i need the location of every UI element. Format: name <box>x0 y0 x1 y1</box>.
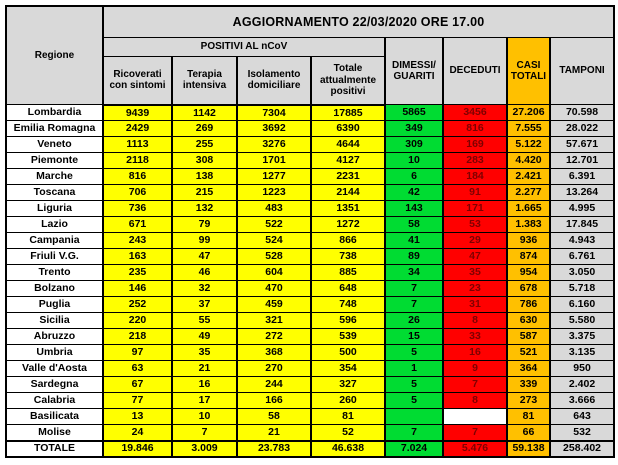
cell-casi-totali: 7.555 <box>507 121 550 137</box>
cell-ricoverati-con-sintomi: 77 <box>103 393 172 409</box>
cell-deceduti: 9 <box>443 361 507 377</box>
region-name: Piemonte <box>6 153 103 169</box>
cell-ricoverati-con-sintomi: 24 <box>103 425 172 441</box>
cell-tamponi: 6.160 <box>550 297 614 313</box>
table-row <box>6 265 614 281</box>
cell-isolamento-domiciliare: 23.783 <box>237 441 311 457</box>
cell-terapia-intensiva: 132 <box>172 201 237 217</box>
cell-deceduti: 7 <box>443 425 507 441</box>
cell-casi-totali: 81 <box>507 409 550 425</box>
cell-terapia-intensiva: 1142 <box>172 105 237 121</box>
cell-terapia-intensiva: 269 <box>172 121 237 137</box>
table-row <box>6 137 614 153</box>
cell-casi-totali: 874 <box>507 249 550 265</box>
cell-dimessi-guariti: 15 <box>385 329 443 345</box>
cell-deceduti: 169 <box>443 137 507 153</box>
table-body <box>6 105 614 457</box>
table-row <box>6 297 614 313</box>
cell-deceduti: 8 <box>443 393 507 409</box>
cell-casi-totali: 521 <box>507 345 550 361</box>
table-row <box>6 169 614 185</box>
table-row <box>6 153 614 169</box>
cell-dimessi-guariti: 7.024 <box>385 441 443 457</box>
cell-casi-totali: 1.383 <box>507 217 550 233</box>
table-row <box>6 409 614 425</box>
cell-deceduti <box>443 409 507 425</box>
table-row <box>6 361 614 377</box>
cell-ricoverati-con-sintomi: 235 <box>103 265 172 281</box>
cell-isolamento-domiciliare: 7304 <box>237 105 311 121</box>
table-row <box>6 233 614 249</box>
cell-terapia-intensiva: 16 <box>172 377 237 393</box>
cell-deceduti: 23 <box>443 281 507 297</box>
cell-deceduti: 33 <box>443 329 507 345</box>
region-name: Molise <box>6 425 103 441</box>
cell-dimessi-guariti: 7 <box>385 425 443 441</box>
table-row <box>6 185 614 201</box>
cell-isolamento-domiciliare: 3692 <box>237 121 311 137</box>
cell-terapia-intensiva: 17 <box>172 393 237 409</box>
cell-ricoverati-con-sintomi: 706 <box>103 185 172 201</box>
cell-isolamento-domiciliare: 604 <box>237 265 311 281</box>
cell-tamponi: 950 <box>550 361 614 377</box>
cell-ricoverati-con-sintomi: 2429 <box>103 121 172 137</box>
cell-terapia-intensiva: 7 <box>172 425 237 441</box>
terapia-intensiva-header: Terapia intensiva <box>172 57 237 105</box>
cell-ricoverati-con-sintomi: 1113 <box>103 137 172 153</box>
region-name: Veneto <box>6 137 103 153</box>
cell-casi-totali: 678 <box>507 281 550 297</box>
cell-casi-totali: 936 <box>507 233 550 249</box>
cell-ricoverati-con-sintomi: 816 <box>103 169 172 185</box>
cell-isolamento-domiciliare: 522 <box>237 217 311 233</box>
cell-deceduti: 184 <box>443 169 507 185</box>
cell-tamponi: 13.264 <box>550 185 614 201</box>
cell-casi-totali: 5.122 <box>507 137 550 153</box>
cell-totale-attualmente-positivi: 1272 <box>311 217 385 233</box>
table-row <box>6 345 614 361</box>
cell-deceduti: 47 <box>443 249 507 265</box>
cell-tamponi: 5.718 <box>550 281 614 297</box>
isolamento-header: Isolamento domiciliare <box>237 57 311 105</box>
cell-ricoverati-con-sintomi: 146 <box>103 281 172 297</box>
cell-totale-attualmente-positivi: 46.638 <box>311 441 385 457</box>
table-header <box>6 6 614 105</box>
cell-deceduti: 35 <box>443 265 507 281</box>
cell-deceduti: 29 <box>443 233 507 249</box>
cell-isolamento-domiciliare: 21 <box>237 425 311 441</box>
cell-isolamento-domiciliare: 1223 <box>237 185 311 201</box>
cell-totale-attualmente-positivi: 4644 <box>311 137 385 153</box>
cell-tamponi: 3.050 <box>550 265 614 281</box>
cell-totale-attualmente-positivi: 885 <box>311 265 385 281</box>
cell-dimessi-guariti: 26 <box>385 313 443 329</box>
cell-tamponi: 2.402 <box>550 377 614 393</box>
cell-isolamento-domiciliare: 528 <box>237 249 311 265</box>
cell-ricoverati-con-sintomi: 2118 <box>103 153 172 169</box>
cell-casi-totali: 66 <box>507 425 550 441</box>
region-name: Sardegna <box>6 377 103 393</box>
table-row <box>6 217 614 233</box>
cell-tamponi: 3.375 <box>550 329 614 345</box>
cell-isolamento-domiciliare: 244 <box>237 377 311 393</box>
region-name: Abruzzo <box>6 329 103 345</box>
cell-terapia-intensiva: 55 <box>172 313 237 329</box>
cell-tamponi: 5.580 <box>550 313 614 329</box>
table-row <box>6 313 614 329</box>
cell-dimessi-guariti: 42 <box>385 185 443 201</box>
cell-totale-attualmente-positivi: 539 <box>311 329 385 345</box>
cell-dimessi-guariti: 34 <box>385 265 443 281</box>
cell-totale-attualmente-positivi: 4127 <box>311 153 385 169</box>
cell-totale-attualmente-positivi: 1351 <box>311 201 385 217</box>
cell-deceduti: 16 <box>443 345 507 361</box>
cell-tamponi: 4.943 <box>550 233 614 249</box>
cell-isolamento-domiciliare: 483 <box>237 201 311 217</box>
cell-terapia-intensiva: 215 <box>172 185 237 201</box>
region-name: Emilia Romagna <box>6 121 103 137</box>
cell-tamponi: 258.402 <box>550 441 614 457</box>
cell-totale-attualmente-positivi: 738 <box>311 249 385 265</box>
cell-isolamento-domiciliare: 321 <box>237 313 311 329</box>
cell-dimessi-guariti: 309 <box>385 137 443 153</box>
region-name: Friuli V.G. <box>6 249 103 265</box>
cell-isolamento-domiciliare: 3276 <box>237 137 311 153</box>
cell-terapia-intensiva: 99 <box>172 233 237 249</box>
region-name: Puglia <box>6 297 103 313</box>
cell-deceduti: 5.476 <box>443 441 507 457</box>
cell-tamponi: 6.391 <box>550 169 614 185</box>
cell-totale-attualmente-positivi: 648 <box>311 281 385 297</box>
cell-isolamento-domiciliare: 272 <box>237 329 311 345</box>
region-column-header: Regione <box>6 6 103 105</box>
tamponi-header: TAMPONI <box>550 38 614 105</box>
cell-totale-attualmente-positivi: 260 <box>311 393 385 409</box>
cell-deceduti: 283 <box>443 153 507 169</box>
cell-totale-attualmente-positivi: 500 <box>311 345 385 361</box>
cell-dimessi-guariti: 143 <box>385 201 443 217</box>
cell-dimessi-guariti: 5865 <box>385 105 443 121</box>
cell-isolamento-domiciliare: 470 <box>237 281 311 297</box>
table-row <box>6 329 614 345</box>
cell-totale-attualmente-positivi: 748 <box>311 297 385 313</box>
region-name: Lombardia <box>6 105 103 121</box>
cell-isolamento-domiciliare: 459 <box>237 297 311 313</box>
cell-tamponi: 643 <box>550 409 614 425</box>
cell-terapia-intensiva: 308 <box>172 153 237 169</box>
table-row <box>6 393 614 409</box>
cell-totale-attualmente-positivi: 6390 <box>311 121 385 137</box>
totale-positivi-header: Totale attualmente positivi <box>311 57 385 105</box>
region-name: Lazio <box>6 217 103 233</box>
cell-deceduti: 3456 <box>443 105 507 121</box>
region-name: Sicilia <box>6 313 103 329</box>
table-row <box>6 121 614 137</box>
cell-dimessi-guariti: 7 <box>385 281 443 297</box>
cell-ricoverati-con-sintomi: 97 <box>103 345 172 361</box>
cell-terapia-intensiva: 79 <box>172 217 237 233</box>
cell-totale-attualmente-positivi: 17885 <box>311 105 385 121</box>
cell-dimessi-guariti: 10 <box>385 153 443 169</box>
region-name: Bolzano <box>6 281 103 297</box>
region-name: Campania <box>6 233 103 249</box>
cell-casi-totali: 587 <box>507 329 550 345</box>
cell-casi-totali: 2.421 <box>507 169 550 185</box>
positives-group-header: POSITIVI AL nCoV <box>103 38 385 57</box>
cell-dimessi-guariti: 5 <box>385 393 443 409</box>
cell-deceduti: 816 <box>443 121 507 137</box>
cell-ricoverati-con-sintomi: 9439 <box>103 105 172 121</box>
cell-totale-attualmente-positivi: 354 <box>311 361 385 377</box>
cell-ricoverati-con-sintomi: 220 <box>103 313 172 329</box>
cell-tamponi: 12.701 <box>550 153 614 169</box>
cell-dimessi-guariti: 41 <box>385 233 443 249</box>
region-name: Umbria <box>6 345 103 361</box>
title-row <box>6 6 614 38</box>
cell-totale-attualmente-positivi: 2231 <box>311 169 385 185</box>
cell-casi-totali: 786 <box>507 297 550 313</box>
casi-totali-header: CASI TOTALI <box>507 38 550 105</box>
cell-tamponi: 3.666 <box>550 393 614 409</box>
cell-ricoverati-con-sintomi: 19.846 <box>103 441 172 457</box>
region-name: Marche <box>6 169 103 185</box>
region-name: Calabria <box>6 393 103 409</box>
covid-region-table <box>5 5 615 458</box>
cell-casi-totali: 339 <box>507 377 550 393</box>
cell-tamponi: 57.671 <box>550 137 614 153</box>
total-row <box>6 441 614 457</box>
table-row <box>6 425 614 441</box>
region-name: Valle d'Aosta <box>6 361 103 377</box>
cell-ricoverati-con-sintomi: 67 <box>103 377 172 393</box>
cell-ricoverati-con-sintomi: 671 <box>103 217 172 233</box>
cell-terapia-intensiva: 138 <box>172 169 237 185</box>
table-row <box>6 201 614 217</box>
cell-dimessi-guariti: 6 <box>385 169 443 185</box>
deceduti-header: DECEDUTI <box>443 38 507 105</box>
cell-totale-attualmente-positivi: 81 <box>311 409 385 425</box>
cell-isolamento-domiciliare: 58 <box>237 409 311 425</box>
total-label: TOTALE <box>6 441 103 457</box>
cell-totale-attualmente-positivi: 52 <box>311 425 385 441</box>
cell-dimessi-guariti: 89 <box>385 249 443 265</box>
table-title: AGGIORNAMENTO 22/03/2020 ORE 17.00 <box>103 6 614 38</box>
cell-tamponi: 28.022 <box>550 121 614 137</box>
cell-dimessi-guariti: 5 <box>385 377 443 393</box>
cell-isolamento-domiciliare: 270 <box>237 361 311 377</box>
cell-ricoverati-con-sintomi: 63 <box>103 361 172 377</box>
cell-casi-totali: 4.420 <box>507 153 550 169</box>
cell-terapia-intensiva: 21 <box>172 361 237 377</box>
cell-tamponi: 6.761 <box>550 249 614 265</box>
cell-deceduti: 91 <box>443 185 507 201</box>
cell-totale-attualmente-positivi: 2144 <box>311 185 385 201</box>
cell-isolamento-domiciliare: 524 <box>237 233 311 249</box>
region-name: Basilicata <box>6 409 103 425</box>
cell-terapia-intensiva: 255 <box>172 137 237 153</box>
cell-tamponi: 4.995 <box>550 201 614 217</box>
table-row <box>6 105 614 121</box>
cell-tamponi: 17.845 <box>550 217 614 233</box>
cell-isolamento-domiciliare: 1277 <box>237 169 311 185</box>
region-name: Trento <box>6 265 103 281</box>
cell-totale-attualmente-positivi: 596 <box>311 313 385 329</box>
cell-dimessi-guariti: 1 <box>385 361 443 377</box>
table-row <box>6 377 614 393</box>
cell-terapia-intensiva: 47 <box>172 249 237 265</box>
cell-ricoverati-con-sintomi: 218 <box>103 329 172 345</box>
cell-isolamento-domiciliare: 368 <box>237 345 311 361</box>
cell-totale-attualmente-positivi: 866 <box>311 233 385 249</box>
cell-casi-totali: 27.206 <box>507 105 550 121</box>
cell-casi-totali: 2.277 <box>507 185 550 201</box>
dimessi-guariti-header: DIMESSI/ GUARITI <box>385 38 443 105</box>
cell-tamponi: 3.135 <box>550 345 614 361</box>
cell-ricoverati-con-sintomi: 736 <box>103 201 172 217</box>
cell-terapia-intensiva: 35 <box>172 345 237 361</box>
cell-dimessi-guariti: 58 <box>385 217 443 233</box>
cell-terapia-intensiva: 32 <box>172 281 237 297</box>
cell-terapia-intensiva: 46 <box>172 265 237 281</box>
cell-casi-totali: 954 <box>507 265 550 281</box>
cell-deceduti: 8 <box>443 313 507 329</box>
cell-casi-totali: 1.665 <box>507 201 550 217</box>
cell-casi-totali: 630 <box>507 313 550 329</box>
cell-terapia-intensiva: 3.009 <box>172 441 237 457</box>
cell-casi-totali: 273 <box>507 393 550 409</box>
region-name: Toscana <box>6 185 103 201</box>
cell-deceduti: 31 <box>443 297 507 313</box>
cell-deceduti: 171 <box>443 201 507 217</box>
cell-terapia-intensiva: 49 <box>172 329 237 345</box>
cell-totale-attualmente-positivi: 327 <box>311 377 385 393</box>
cell-tamponi: 70.598 <box>550 105 614 121</box>
cell-dimessi-guariti: 5 <box>385 345 443 361</box>
region-name: Liguria <box>6 201 103 217</box>
cell-dimessi-guariti <box>385 409 443 425</box>
cell-dimessi-guariti: 349 <box>385 121 443 137</box>
table-row <box>6 281 614 297</box>
table-row <box>6 249 614 265</box>
ricoverati-header: Ricoverati con sintomi <box>103 57 172 105</box>
cell-isolamento-domiciliare: 1701 <box>237 153 311 169</box>
cell-dimessi-guariti: 7 <box>385 297 443 313</box>
cell-ricoverati-con-sintomi: 243 <box>103 233 172 249</box>
cell-deceduti: 7 <box>443 377 507 393</box>
cell-ricoverati-con-sintomi: 252 <box>103 297 172 313</box>
cell-ricoverati-con-sintomi: 13 <box>103 409 172 425</box>
cell-tamponi: 532 <box>550 425 614 441</box>
cell-terapia-intensiva: 10 <box>172 409 237 425</box>
cell-ricoverati-con-sintomi: 163 <box>103 249 172 265</box>
cell-casi-totali: 364 <box>507 361 550 377</box>
cell-isolamento-domiciliare: 166 <box>237 393 311 409</box>
cell-terapia-intensiva: 37 <box>172 297 237 313</box>
cell-deceduti: 53 <box>443 217 507 233</box>
cell-casi-totali: 59.138 <box>507 441 550 457</box>
